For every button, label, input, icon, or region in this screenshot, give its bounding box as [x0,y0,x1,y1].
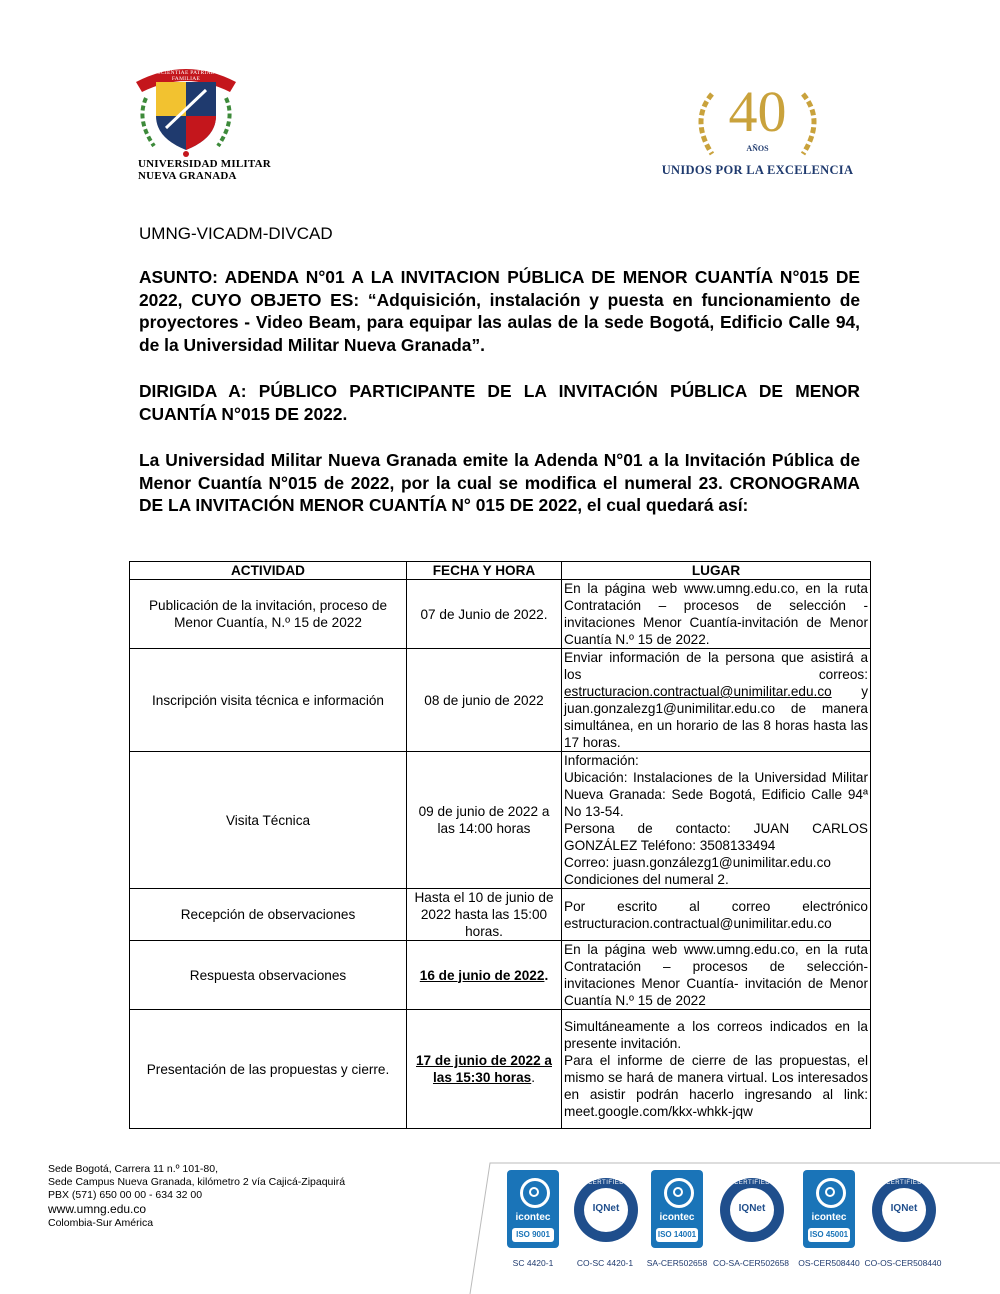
cert-code: CO-SA-CER502658 [712,1258,790,1268]
cell-fecha: 07 de Junio de 2022. [407,580,562,649]
lugar-line: Simultáneamente a los correos indicados en la presente invitación. [564,1019,868,1051]
cell-actividad: Recepción de observaciones [130,889,407,941]
date-emphasis: 17 de junio de 2022 a las 15:30 horas [416,1053,552,1085]
cell-lugar [562,941,871,1010]
lugar-line: En la página web www.umng.edu.co, en la ruta Contratación – procesos de selección- invitaciones Menor Cuantía- invitación de Menor Cuantía N.º 15 de 2022 [564,942,868,1008]
cell-fecha [407,941,562,1010]
umng-logo [132,58,271,186]
lugar-line: Por escrito al correo electrónico estructuracion.contractual@unimilitar.edu.co [564,898,868,931]
header-fecha: FECHA Y HORA [407,562,562,580]
date-suffix: . [531,1070,536,1085]
addressee-paragraph: DIRIGIDA A: PÚBLICO PARTICIPANTE DE LA INVITACIÓN PÚBLICA DE MENOR CUANTÍA N°015 DE 2022. [139,381,860,424]
cell-actividad: Publicación de la invitación, proceso de Menor Cuantía, N.º 15 de 2022 [130,580,407,649]
cell-fecha: Hasta el 10 de junio de 2022 hasta las 15:00 horas. [407,889,562,941]
cell-actividad: Inscripción visita técnica e información [130,649,407,752]
lugar-text: y juan.gonzalezg1@unimilitar.edu.co de manera simultánea, en un horario de las 8 horas hasta las 17 horas. [564,684,868,750]
schedule-table [129,561,871,1129]
table-row [130,889,871,941]
icontec-icon: icontec ISO 45001 [803,1170,855,1248]
lugar-line: Correo: juasn.gonzálezg1@unimilitar.edu.co [564,855,831,870]
cert-code: SA-CER502658 [646,1258,708,1268]
header-lugar: LUGAR [562,562,871,580]
cell-fecha [407,1010,562,1129]
anniversary-number: 40 [728,79,787,144]
cell-fecha: 08 de junio de 2022 [407,649,562,752]
intro-paragraph: La Universidad Militar Nueva Granada emite la Adenda N°01 a la Invitación Pública de Menor Cuantía N°015 de 2022, por la cual se modifica el numeral 23. CRONOGRAMA DE LA INVITACIÓN MENOR CUANTÍA N° 015 DE 2022, el cual quedará así: [139,450,860,515]
cert-iso45001 [798,1170,860,1268]
lugar-text: Enviar información de la persona que asistirá a los correos: [564,650,868,682]
table-row [130,649,871,752]
lugar-line: Ubicación: Instalaciones de la Universidad Militar Nueva Granada: Sede Bogotá, Edificio Calle 94ª No 13-54. [564,770,868,819]
lugar-line: Para el informe de cierre de las propuestas, el mismo se hará de manera virtual. Los interesados en asistir podrán hacerlo ingresando al link: meet.google.com/kkx-whkk-jqw [564,1053,868,1119]
lugar-line: Persona de contacto: JUAN CARLOS GONZÁLEZ Teléfono: 3508133494 [564,821,868,853]
region: Colombia-Sur América [48,1217,154,1229]
document-code: UMNG-VICADM-DIVCAD [139,224,333,243]
header-actividad: ACTIVIDAD [130,562,407,580]
cell-lugar [562,649,871,752]
lugar-line: En la página web www.umng.edu.co, en la ruta Contratación – procesos de selección - invitaciones Menor Cuantía-invitación de Menor Cuantía N.º 15 de 2022. [564,581,868,647]
cert-iqnet-2 [712,1170,790,1268]
date-suffix: . [544,967,549,983]
table-row [130,1010,871,1129]
address-campus: Sede Campus Nueva Granada, kilómetro 2 vía Cajicá-Zipaquirá [48,1176,346,1188]
table-row [130,941,871,1010]
iqnet-icon: CERTIFIED IQNet [720,1178,784,1242]
cert-iqnet-1 [574,1170,636,1268]
table-header-row [130,562,871,580]
table-row [130,580,871,649]
iqnet-icon: CERTIFIED IQNet [872,1178,936,1242]
cert-code: SC 4420-1 [512,1258,554,1268]
lugar-line: Información: [564,753,639,768]
cert-code: CO-SC 4420-1 [576,1258,634,1268]
umng-name-line2: NUEVA GRANADA [138,170,237,182]
umng-name [138,158,271,182]
subject-paragraph: ASUNTO: ADENDA N°01 A LA INVITACION PÚBLICA DE MENOR CUANTÍA N°015 DE 2022, CUYO OBJETO ES: “Adquisición, instalación y puesta en funcionamiento de proyectores - Video Beam, para equipar las aulas de la sede Bogotá, Edificio Calle 94, de la Universidad Militar Nueva Granada”. [139,267,860,355]
umng-name-line1: UNIVERSIDAD MILITAR [138,158,271,170]
cert-iso9001 [502,1170,564,1268]
address-bogota: Sede Bogotá, Carrera 11 n.º 101-80, [48,1163,218,1175]
table-row [130,752,871,889]
cell-actividad: Presentación de las propuestas y cierre. [130,1010,407,1129]
cell-lugar [562,580,871,649]
cell-actividad: Visita Técnica [130,752,407,889]
cert-iqnet-3 [864,1170,942,1268]
anniversary-slogan: UNIDOS POR LA EXCELENCIA [661,163,854,177]
cert-code: CO-OS-CER508440 [864,1258,942,1268]
cell-lugar [562,1010,871,1129]
anniversary-years: AÑOS [746,144,769,153]
cell-fecha: 09 de junio de 2022 a las 14:00 horas [407,752,562,889]
anniversary-logo [650,79,865,180]
umng-ribbon-text: SCIENTIAE PATRIAE FAMILIAE [157,70,215,82]
footer-address [48,1163,345,1230]
phone: PBX (571) 650 00 00 - 634 32 00 [48,1189,203,1201]
email-link[interactable]: estructuracion.contractual@unimilitar.edu.co [564,684,832,699]
iqnet-icon: CERTIFIED IQNet [574,1178,638,1242]
cell-lugar [562,889,871,941]
cert-iso14001 [646,1170,708,1268]
date-emphasis: 16 de junio de 2022 [419,967,545,983]
icontec-icon: icontec ISO 9001 [507,1170,559,1248]
cell-actividad: Respuesta observaciones [130,941,407,1010]
certifications [498,1170,948,1280]
cell-lugar [562,752,871,889]
lugar-line: Condiciones del numeral 2. [564,872,729,887]
cert-code: OS-CER508440 [798,1258,860,1268]
website-link[interactable]: www.umng.edu.co [48,1202,147,1216]
icontec-icon: icontec ISO 14001 [651,1170,703,1248]
